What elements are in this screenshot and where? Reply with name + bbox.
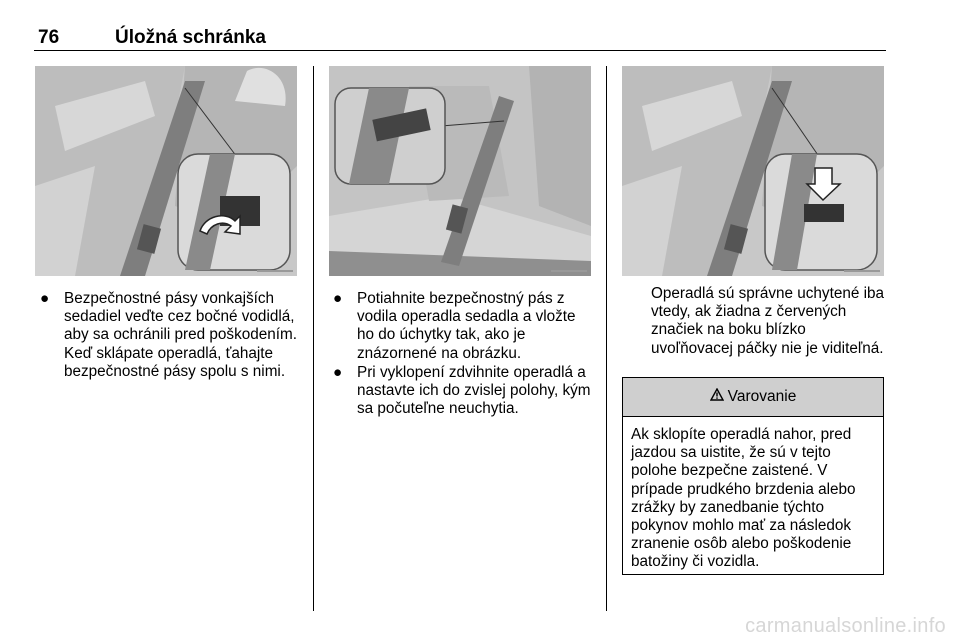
list-item bbox=[40, 290, 302, 381]
column-divider-2 bbox=[606, 66, 607, 611]
list-item bbox=[333, 364, 595, 419]
bullet-icon: ● bbox=[40, 290, 50, 307]
bullet-icon: ● bbox=[333, 364, 343, 381]
warning-header bbox=[623, 378, 883, 417]
page-title: Úložná schránka bbox=[115, 27, 266, 48]
warning-box bbox=[622, 377, 884, 575]
list-item bbox=[333, 290, 595, 363]
list-item-text: Bezpečnostné pásy vonkajších sedadiel veďte cez bočné vodidlá, aby sa ochránili pred poškodením. Keď sklápate operadlá, ťahajte bezpečnostné pásy spolu s nimi. bbox=[64, 290, 297, 380]
figure-seat-belt-holder bbox=[329, 66, 591, 276]
warning-title: Varovanie bbox=[727, 388, 797, 405]
warning-text: Ak sklopíte operadlá nahor, pred jazdou sa uistite, že sú v tejto polohe bezpečne zaistené. V prípade prudkého brzdenia alebo zrážky by zanedbanie týchto pokynov mohlo mať za následok zranenie osôb alebo poškodenie batožiny či vozidla. bbox=[631, 426, 856, 571]
list-item-text: Potiahnite bezpečnostný pás z vodila operadla sedadla a vložte ho do úchytky tak, ako je znázornené na obrázku. bbox=[357, 290, 576, 362]
page-number: 76 bbox=[38, 27, 60, 48]
list-item-text: Pri vyklopení zdvihnite operadlá a nastavte ich do zvislej polohy, kým sa počuteľne neuchytia. bbox=[357, 364, 591, 418]
header-rule bbox=[34, 50, 886, 51]
figure-release-lever bbox=[622, 66, 884, 276]
warning-triangle-icon bbox=[710, 388, 724, 406]
bullet-icon: ● bbox=[333, 290, 343, 307]
figure-seat-belt-guide bbox=[35, 66, 297, 276]
page-header bbox=[38, 27, 266, 49]
column-divider-1 bbox=[313, 66, 314, 611]
watermark: carmanualsonline.info bbox=[745, 615, 946, 637]
paragraph: Operadlá sú správne uchytené iba vtedy, ak žiadna z červených značiek na boku blízko uvoľňovacej páčky nie je viditeľná. bbox=[651, 285, 885, 357]
